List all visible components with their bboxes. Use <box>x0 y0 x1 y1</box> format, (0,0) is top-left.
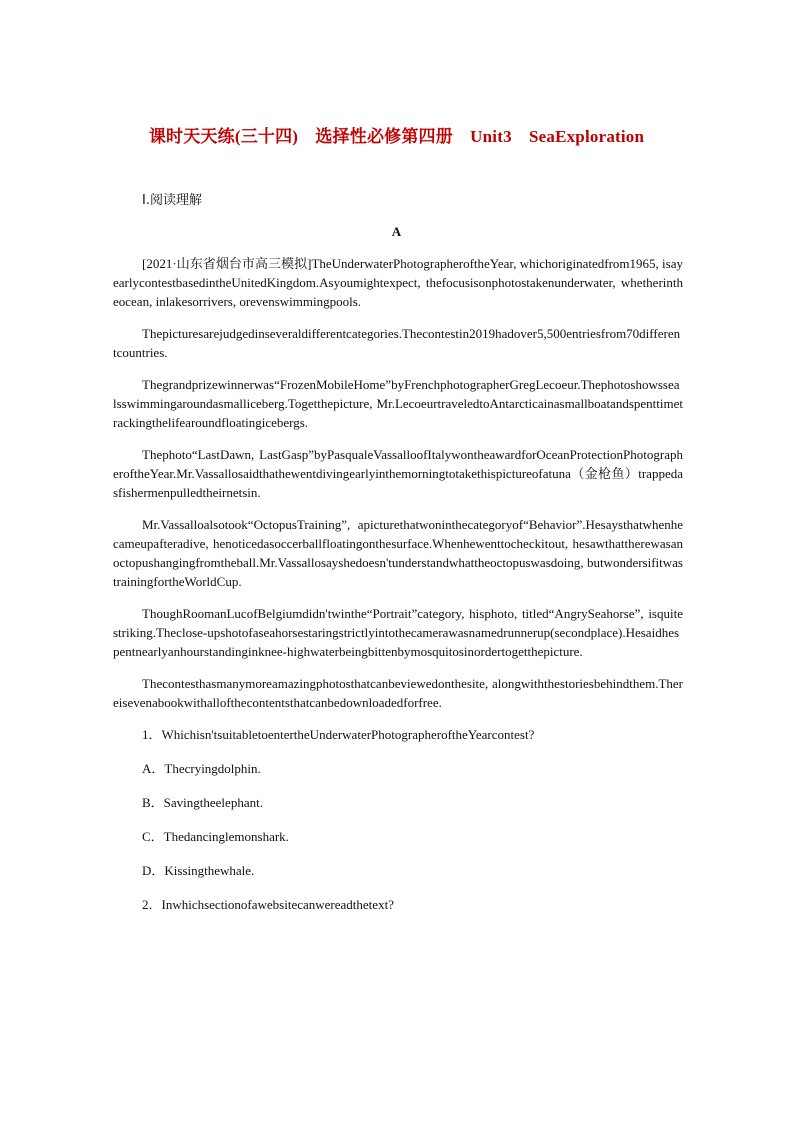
question-1: 1．Whichisn'tsuitabletoentertheUnderwaterPhotographeroftheYearcontest? <box>142 727 535 742</box>
paragraph: [2021·山东省烟台市高三模拟]TheUnderwaterPhotographeroftheYear, whichoriginatedfrom1965, isayearlycontestbasedintheUnitedKingdom.Asyoumightexpect, thefocusisonphotostakenunderwater, whetherintheocean, inlakesorrivers, orevenswimmingpools. <box>113 256 683 309</box>
paragraph: Thepicturesarejudgedinseveraldifferentcategories.Thecontestin2019hadover5,500entriesfrom70differentcountries. <box>113 326 681 360</box>
passage-body <box>113 254 683 929</box>
paragraph: Thegrandprizewinnerwas“FrozenMobileHome”byFrenchphotographerGregLecoeur.Thephotoshowssealsswimmingaroundasmalliceberg.Togetthepicture, Mr.LecoeurtraveledtoAntarcticainasmallboatandspenttimetrackingthelifearoundfloatingicebergs. <box>113 377 683 430</box>
option-c: C．Thedancinglemonshark. <box>142 829 289 844</box>
page-title: 课时天天练(三十四) 选择性必修第四册 Unit3 SeaExploration <box>148 127 645 146</box>
section-label: Ⅰ.阅读理解 <box>142 193 202 208</box>
paragraph: Thephoto“LastDawn, LastGasp”byPasqualeVassalloofItalywontheawardforOceanProtectionPhotographeroftheYear.Mr.Vassallosaidthathewentdivingearlyinthemorningtotakethispictureofatuna（金枪鱼）trappedasfishermenpulledtheirnetsin. <box>113 447 683 500</box>
passage-label: A <box>391 224 402 239</box>
question-2: 2．Inwhichsectionofawebsitecanwereadthetext? <box>142 897 394 912</box>
option-d: D．Kissingthewhale. <box>142 863 255 878</box>
paragraph: Thecontesthasmanymoreamazingphotosthatcanbeviewedonthesite, alongwiththestoriesbehindthem.Thereisevenabookwithallofthecontentsthatcanbedownloadedforfree. <box>113 676 683 710</box>
paragraph: ThoughRoomanLucofBelgiumdidn'twinthe“Portrait”category, hisphoto, titled“AngrySeahorse”, isquitestriking.Theclose-upshotofaseahorsestaringstrictlyintothecamerawasnamedrunnerup(secondplace).Hesaidhespentnearlyanhourstandinginknee-highwaterbeingbittenbymosquitosinordertogetthepicture. <box>113 606 683 659</box>
paragraph: Mr.Vassalloalsotook“OctopusTraining”, apicturethatwoninthecategoryof“Behavior”.Hesaysthatwhenhecameupafteradive, henoticedasoccerballfloatingonthesurface.Whenhewenttocheckitout, hesawthattherewasanoctopushangingfromtheball.Mr.Vassallosayshedoesn'tunderstandwhattheoctopuswasdoing, butwondersifitwastrainingfortheWorldCup. <box>113 517 683 589</box>
option-b: B．Savingtheelephant. <box>142 795 263 810</box>
option-a: A．Thecryingdolphin. <box>142 761 261 776</box>
